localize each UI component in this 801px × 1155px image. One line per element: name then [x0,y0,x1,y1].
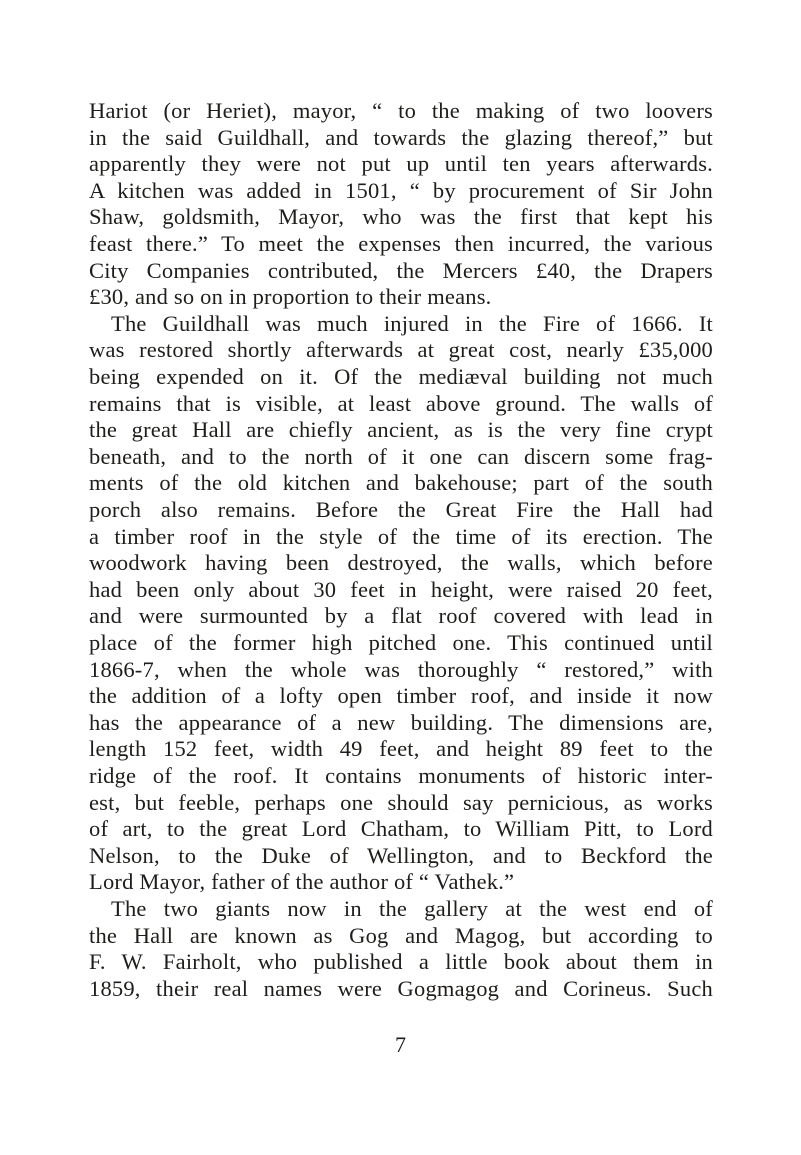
text-line: F. W. Fairholt, who published a little book about them in [89,949,713,975]
text-line: feast there.” To meet the expenses then incurred, the various [89,231,713,256]
text-line: place of the former high pitched one. This continued until [89,630,713,655]
text-line: Shaw, goldsmith, Mayor, who was the first that kept his [89,204,713,230]
text-line: the addition of a lofty open timber roof, and inside it now [89,683,713,709]
text-line: remains that is visible, at least above ground. The walls of [89,390,713,416]
text-line: City Companies contributed, the Mercers £40, the Drapers [89,257,713,283]
text-line: Hariot (or Heriet), mayor, “ to the making of two loovers [89,98,713,123]
text-line: A kitchen was added in 1501, “ by procurement of Sir John [89,177,713,203]
text-line: porch also remains. Before the Great Fire the Hall had [89,497,713,522]
text-line: of art, to the great Lord Chatham, to William Pitt, to Lord [89,816,713,842]
text-line: ments of the old kitchen and bakehouse; part of the south [89,470,713,496]
text-line: Lord Mayor, father of the author of “ Vathek.” [89,869,515,895]
page-number: 7 [395,1032,406,1057]
text-line: the Hall are known as Gog and Magog, but according to [89,922,713,948]
text-line: had been only about 30 feet in height, were raised 20 feet, [89,576,713,602]
text-line: The two giants now in the gallery at the west end of [111,896,713,921]
text-line: a timber roof in the style of the time of its erection. The [89,523,713,549]
text-line: ridge of the roof. It contains monuments of historic inter- [89,763,713,788]
text-line: and were surmounted by a flat roof covered with lead in [89,603,713,629]
text-line: woodwork having been destroyed, the walls, which before [89,550,713,576]
text-line: the great Hall are chiefly ancient, as is the very fine crypt [89,417,713,443]
text-line: £30, and so on in proportion to their means. [89,284,492,310]
text-line: 1866-7, when the whole was thoroughly “ restored,” with [89,656,713,682]
text-line: in the said Guildhall, and towards the glazing thereof,” but [89,124,713,150]
text-line: The Guildhall was much injured in the Fire of 1666. It [111,310,713,336]
text-line: Nelson, to the Duke of Wellington, and to Beckford the [89,842,713,868]
text-line: 1859, their real names were Gogmagog and Corineus. Such [89,975,713,1001]
text-line: length 152 feet, width 49 feet, and height 89 feet to the [89,736,713,762]
text-line: beneath, and to the north of it one can discern some frag- [89,443,713,469]
text-line: est, but feeble, perhaps one should say pernicious, as works [89,789,713,815]
text-line: being expended on it. Of the mediæval building not much [89,364,713,389]
text-line: has the appearance of a new building. The dimensions are, [89,709,713,735]
text-line: was restored shortly afterwards at great cost, nearly £35,000 [89,337,713,363]
text-line: apparently they were not put up until ten years afterwards. [89,151,713,177]
